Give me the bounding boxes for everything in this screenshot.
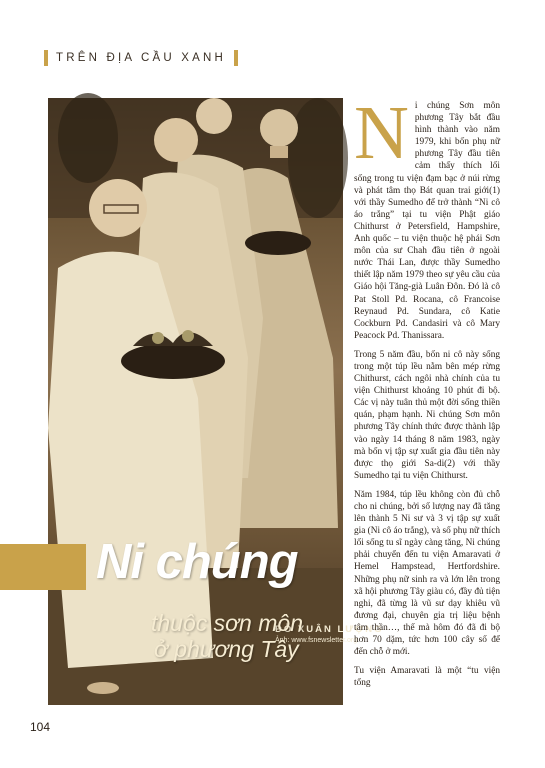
article-title: Ni chúng	[96, 535, 298, 589]
title-accent-band	[0, 544, 86, 590]
article-subtitle-line1: thuộc sơn môn	[151, 610, 303, 636]
article-subtitle-line2: ở phương Tây	[154, 636, 299, 662]
header-right-bar	[234, 50, 238, 66]
drop-cap: N	[354, 91, 409, 175]
photo-source: Ảnh: www.fsnewsletter.org	[275, 637, 358, 644]
body-paragraph-2: Trong 5 năm đầu, bốn ni cô này sống trong một túp lều nằm bên mép rừng Chithurst, cách ngôi nhà chính của tu viện Chithurst khoảng 10 phút đi bộ. Các vị này tuân thủ một đời sống thiền quán, phạm hạnh. Ni chúng Sơn môn phương Tây chính thức được thành lập vào ngày 14 tháng 8 năm 1983, ngày mà bốn vị tập sự xuất gia đầu tiên này được thọ giới Sa-di(2) với thầy Sumedho tại tu viện Chithurst.	[354, 349, 500, 481]
body-paragraph-4: Tu viện Amaravati là một “tu viện tổng	[354, 666, 500, 689]
section-title: TRÊN ĐỊA CẦU XANH	[56, 52, 227, 64]
header-left-bar	[44, 50, 48, 66]
section-header	[44, 50, 238, 66]
article-body	[354, 91, 501, 696]
page-number: 104	[30, 720, 51, 734]
body-paragraph-3: Năm 1984, túp lều không còn đủ chỗ cho ni chúng, bởi số lượng nay đã tăng lên thành 5 Ni sư và 3 vị tập sự xuất gia (Ni cô áo trắng), và số phụ nữ thích lối sống tu sĩ ngày càng tăng, Ni chúng phải chuyển đến tu viện Amaravati ở Hemel Hampstead, Hertfordshire. Những phụ nữ sinh ra và lớn lên trong xã hội phương Tây giàu có, đầy đủ tiện nghi, đã từng là vũ sư dạy khiêu vũ đương đại, chuyên gia trị liệu bệnh tâm thần…, thế mà hôm đó đã đi bộ hơn 70 dặm, tức hơn 100 cây số để đến chỗ ở mới.	[354, 489, 501, 658]
body-paragraph-1: Ni chúng Sơn môn phương Tây bắt đầu hình thành vào năm 1979, khi bốn phụ nữ phương Tây đầu tiên cảm thấy thích lối sống trong tu viện đạm bạc ở núi rừng và phát tâm thọ Bát quan trai giới(1) với thầy Sumedho để trở thành “Ni cô áo trắng” tại tu viện Phật giáo Chithurst ở Petersfield, Hampshire, Anh quốc – tu viện thuộc hệ phái Sơn môn của sư Chah đầu tiên ở ngoài nước Thái Lan, được thầy Sumedho thiết lập năm 1979 theo sự yêu cầu của Giáo hội Tăng-già Luân Đôn. Đó là cô Pat Stoll Pd. Rocana, cô Francoise Reynaud Pd. Sundara, cô Katie Cockburn Pd. Candasiri và cô Mary Peacock Pd. Thanissara.	[354, 91, 500, 341]
author-name: ĐỖ XUÂN LƯỢNG	[275, 624, 384, 635]
